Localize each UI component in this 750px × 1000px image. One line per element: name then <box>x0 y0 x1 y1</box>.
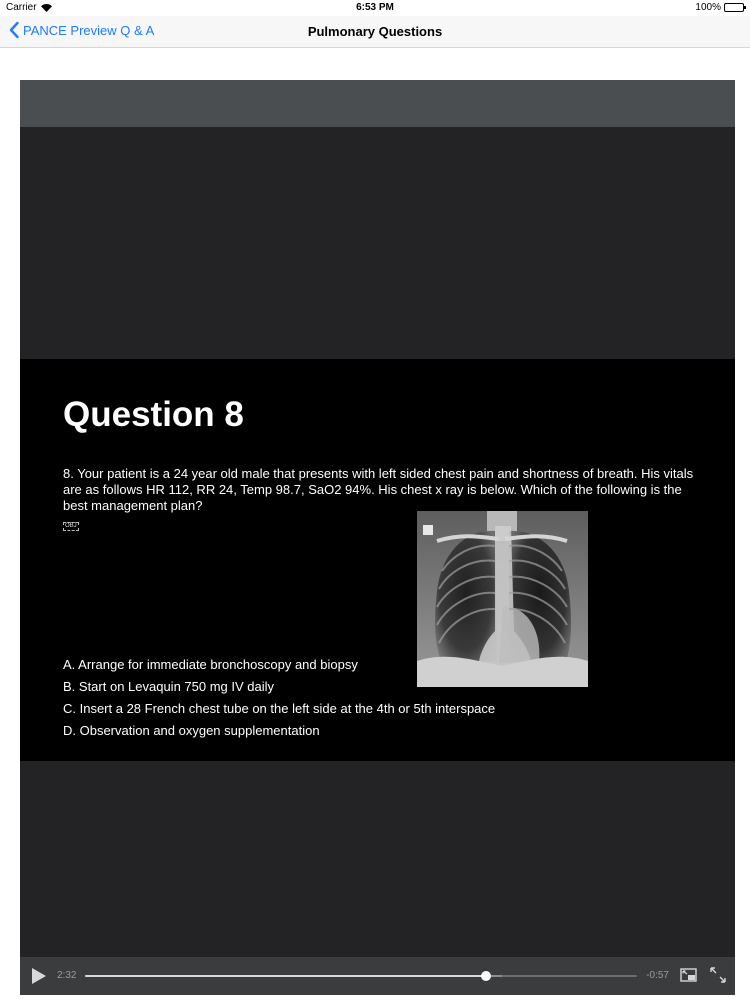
scrubber-thumb[interactable] <box>481 971 491 981</box>
carrier-label: Carrier <box>6 2 37 13</box>
status-bar <box>0 0 750 16</box>
question-text: 8. Your patient is a 24 year old male that presents with left sided chest pain and shortness of breath. His vitals are as follows HR 112, RR 24, Temp 98.7, SaO2 94%. His chest x ray is below. Which of the following is the best management plan? <box>63 466 694 513</box>
answer-option-b: B. Start on Levaquin 750 mg IV daily <box>63 679 275 694</box>
battery-icon <box>724 3 744 12</box>
status-time: 6:53 PM <box>356 2 394 13</box>
page-title: Pulmonary Questions <box>307 24 443 39</box>
answer-list <box>63 654 703 742</box>
slide-title: Question 8 <box>63 395 244 434</box>
player-top-bar <box>20 80 735 127</box>
player-controls <box>20 957 735 995</box>
picture-in-picture-icon[interactable] <box>680 968 697 982</box>
remaining-time: -0:57 <box>646 970 669 981</box>
question-slide <box>20 359 735 761</box>
elapsed-time: 2:32 <box>57 970 77 981</box>
video-player[interactable] <box>20 80 735 995</box>
battery-indicator <box>695 2 744 13</box>
answer-option-d: D. Observation and oxygen supplementation <box>63 723 320 738</box>
fullscreen-icon[interactable] <box>709 966 727 984</box>
progress-fill <box>85 975 486 977</box>
battery-percent: 100% <box>695 2 721 13</box>
play-icon[interactable] <box>30 967 48 985</box>
answer-option-a: A. Arrange for immediate bronchoscopy and biopsy <box>63 657 358 672</box>
back-button-label: PANCE Preview Q & A <box>23 22 155 38</box>
progress-scrubber[interactable] <box>85 975 637 977</box>
object-placeholder: OBJ <box>65 523 77 529</box>
navigation-bar <box>0 16 750 48</box>
answer-option-c: C. Insert a 28 French chest tube on the left side at the 4th or 5th interspace <box>63 701 496 716</box>
